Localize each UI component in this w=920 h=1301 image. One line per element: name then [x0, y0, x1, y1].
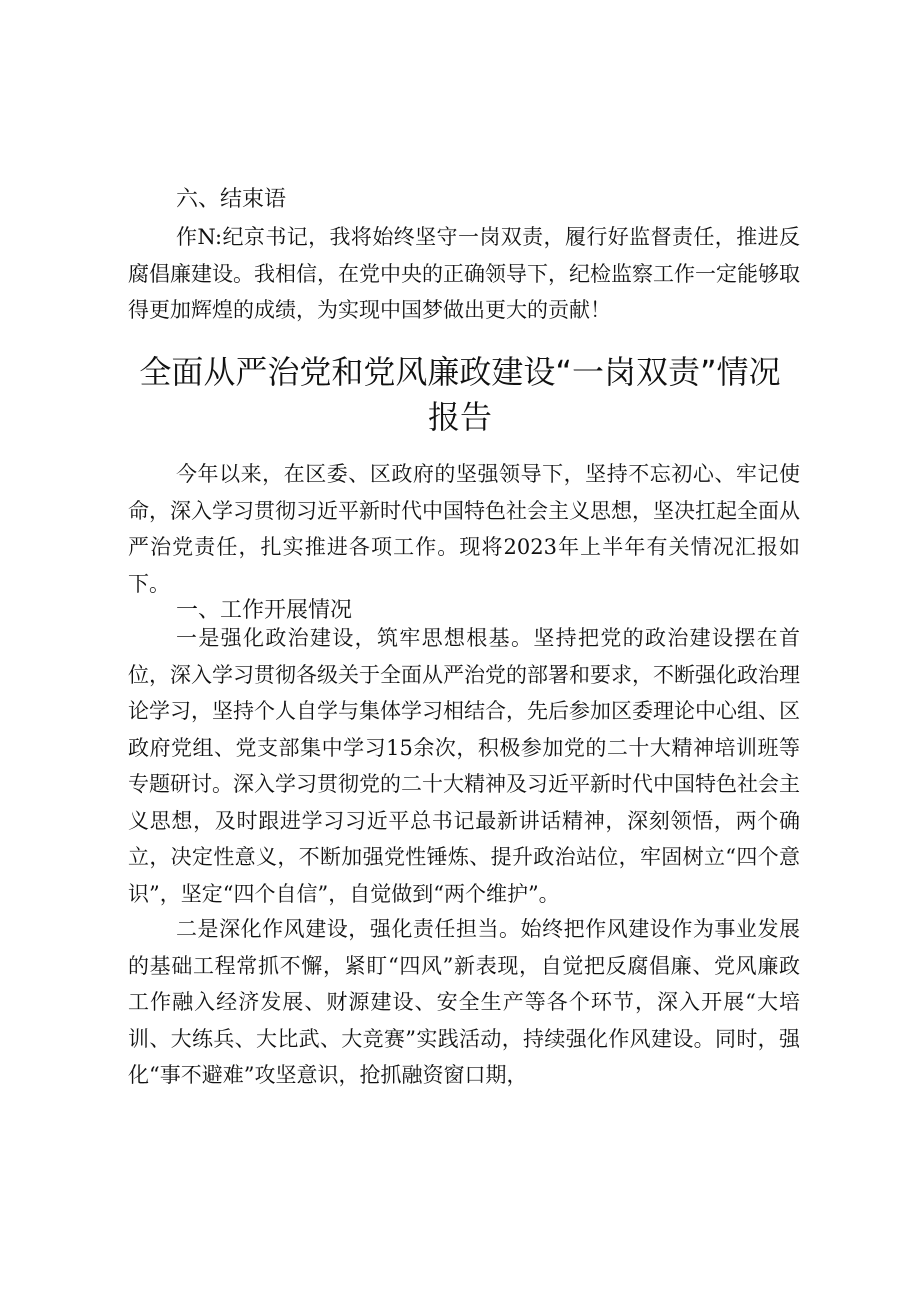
report-title-line2: 报告	[427, 398, 492, 436]
intro-paragraph: 今年以来，在区委、区政府的坚强领导下，坚持不忘初心、牢记使命，深入学习贯彻习近平新时代中国特色社会主义思想，坚决扛起全面从严治党责任，扎实推进各项工作。现将2023年上半年有关情况汇报如下。	[128, 462, 800, 596]
section1-heading: 一、工作开展情况	[176, 598, 353, 623]
closing-paragraph: 作N:纪京书记，我将始终坚守一岗双责，履行好监督责任，推进反腐倡廉建设。我相信，在党中央的正确领导下，纪检监察工作一定能够取得更加辉煌的成绩，为实现中国梦做出更大的贡献！	[128, 225, 800, 322]
paragraph-political-building: 一是强化政治建设，筑牢思想根基。坚持把党的政治建设摆在首位，深入学习贯彻各级关于全面从严治党的部署和要求，不断强化政治理论学习，坚持个人自学与集体学习相结合，先后参加区委理论中心组、区政府党组、党支部集中学习15余次，积极参加党的二十大精神培训班等专题研讨。深入学习贯彻党的二十大精神及习近平新时代中国特色社会主义思想，及时跟进学习习近平总书记最新讲话精神，深刻领悟，两个确立，决定性意义，不断加强党性锤炼、提升政治站位，牢固树立“四个意识”，坚定“四个自信”，自觉做到“两个维护”。	[128, 626, 800, 906]
report-title-line1: 全面从严治党和党风廉政建设“一岗双责”情况	[139, 353, 781, 391]
closing-heading: 六、结束语	[176, 187, 287, 212]
paragraph-style-building: 二是深化作风建设，强化责任担当。始终把作风建设作为事业发展的基础工程常抓不懈，紧盯“四风”新表现，自觉把反腐倡廉、党风廉政工作融入经济发展、财源建设、安全生产等各个环节，深入开展“大培训、大练兵、大比武、大竞赛”实践活动，持续强化作风建设。同时，强化“事不避难”攻坚意识，抢抓融资窗口期，	[128, 917, 800, 1087]
